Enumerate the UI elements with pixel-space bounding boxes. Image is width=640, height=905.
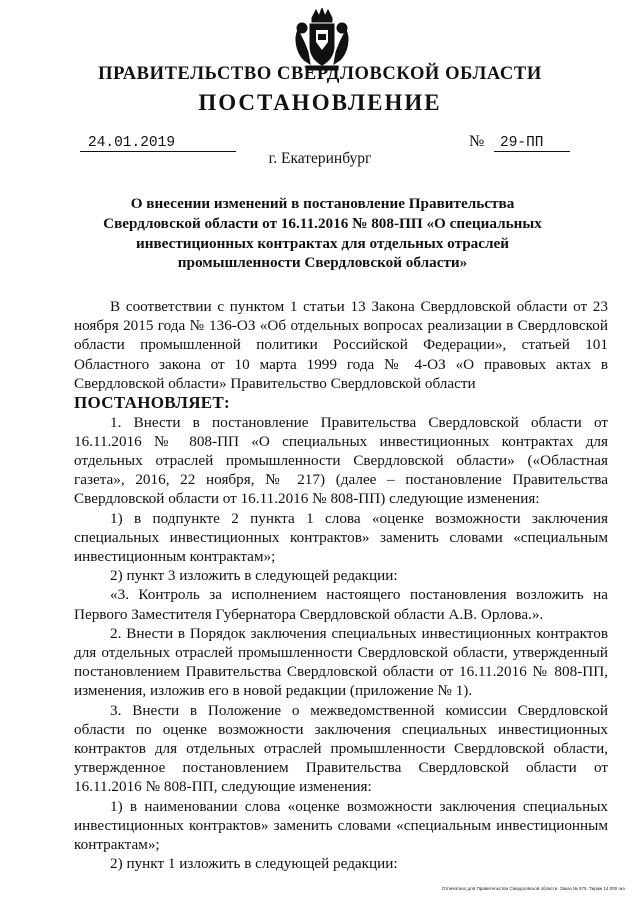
document-date: 24.01.2019 <box>80 135 236 152</box>
decree-heading: ПОСТАНОВЛЯЕТ: <box>74 393 231 413</box>
paragraph: «3. Контроль за исполнением настоящего постановления возложить на Первого Заместителя Губернатора Свердловской области А.В. Орлова.». <box>74 586 608 623</box>
paragraph: 1) в подпункте 2 пункта 1 слова «оценке возможности заключения специальных инвестиционных контрактов» заменить словами «специальным инвестиционным контрактам»; <box>74 509 608 565</box>
paragraph: 1. Внести в постановление Правительства Свердловской области от 16.11.2016 № 808-ПП «О специальных инвестиционных контрактах для отдельных отраслей промышленности Свердловской области» («Областная газета», 2016, 22 ноября, № 217) (далее – постановление Правительства Свердловской области от 16.11.2016 № 808-ПП) следующие изменения: <box>74 413 608 508</box>
document-body <box>74 297 608 873</box>
number-label: № <box>469 133 485 150</box>
preamble: В соответствии с пунктом 1 статьи 13 Закона Свердловской области от 23 ноября 2015 года № 136-ОЗ «Об отдельных вопросах реализации в Свердловской области промышленной политики Российской Федерации», статьей 101 Областного закона от 10 марта 1999 года № 4-ОЗ «О правовых актах в Свердловской области» Правительство Свердловской области <box>74 298 608 392</box>
paragraph: 2) пункт 1 изложить в следующей редакции: <box>110 855 398 873</box>
coat-of-arms-icon <box>292 8 352 72</box>
paragraph: 2) пункт 3 изложить в следующей редакции: <box>110 567 398 585</box>
paragraph: 1) в наименовании слова «оценке возможности заключения специальных инвестиционных контрактов» заменить словами «специальным инвестиционным контрактам»; <box>74 797 608 853</box>
organization-name: ПРАВИТЕЛЬСТВО СВЕРДЛОВСКОЙ ОБЛАСТИ <box>98 64 542 84</box>
city: г. Екатеринбург <box>268 150 372 167</box>
print-footer: Отпечатано для Правительства Свердловской области. Заказ № 575. Тираж 14 000 экз. <box>441 886 626 891</box>
paragraph: 2. Внести в Порядок заключения специальных инвестиционных контрактов для отдельных отраслей промышленности Свердловской области, утвержденный постановлением Правительства Свердловской области от 16.11.2016 № 808-ПП, изменения, изложив его в новой редакции (приложение № 1). <box>74 624 608 700</box>
document-type: ПОСТАНОВЛЕНИЕ <box>198 90 442 115</box>
document-number: 29-ПП <box>494 135 570 152</box>
paragraph: 3. Внести в Положение о межведомственной комиссии Свердловской области по оценке возможности заключения специальных инвестиционных контрактов для отдельных отраслей промышленности Свердловской области, утвержденное постановлением Правительства Свердловской области от 16.11.2016 № 808-ПП, следующие изменения: <box>74 701 608 796</box>
document-title: О внесении изменений в постановление Правительства Свердловской области от 16.11.2016 № 808-ПП «О специальных инвестиционных контрактах для отдельных отраслей промышленности Свердловской области» <box>103 195 542 272</box>
